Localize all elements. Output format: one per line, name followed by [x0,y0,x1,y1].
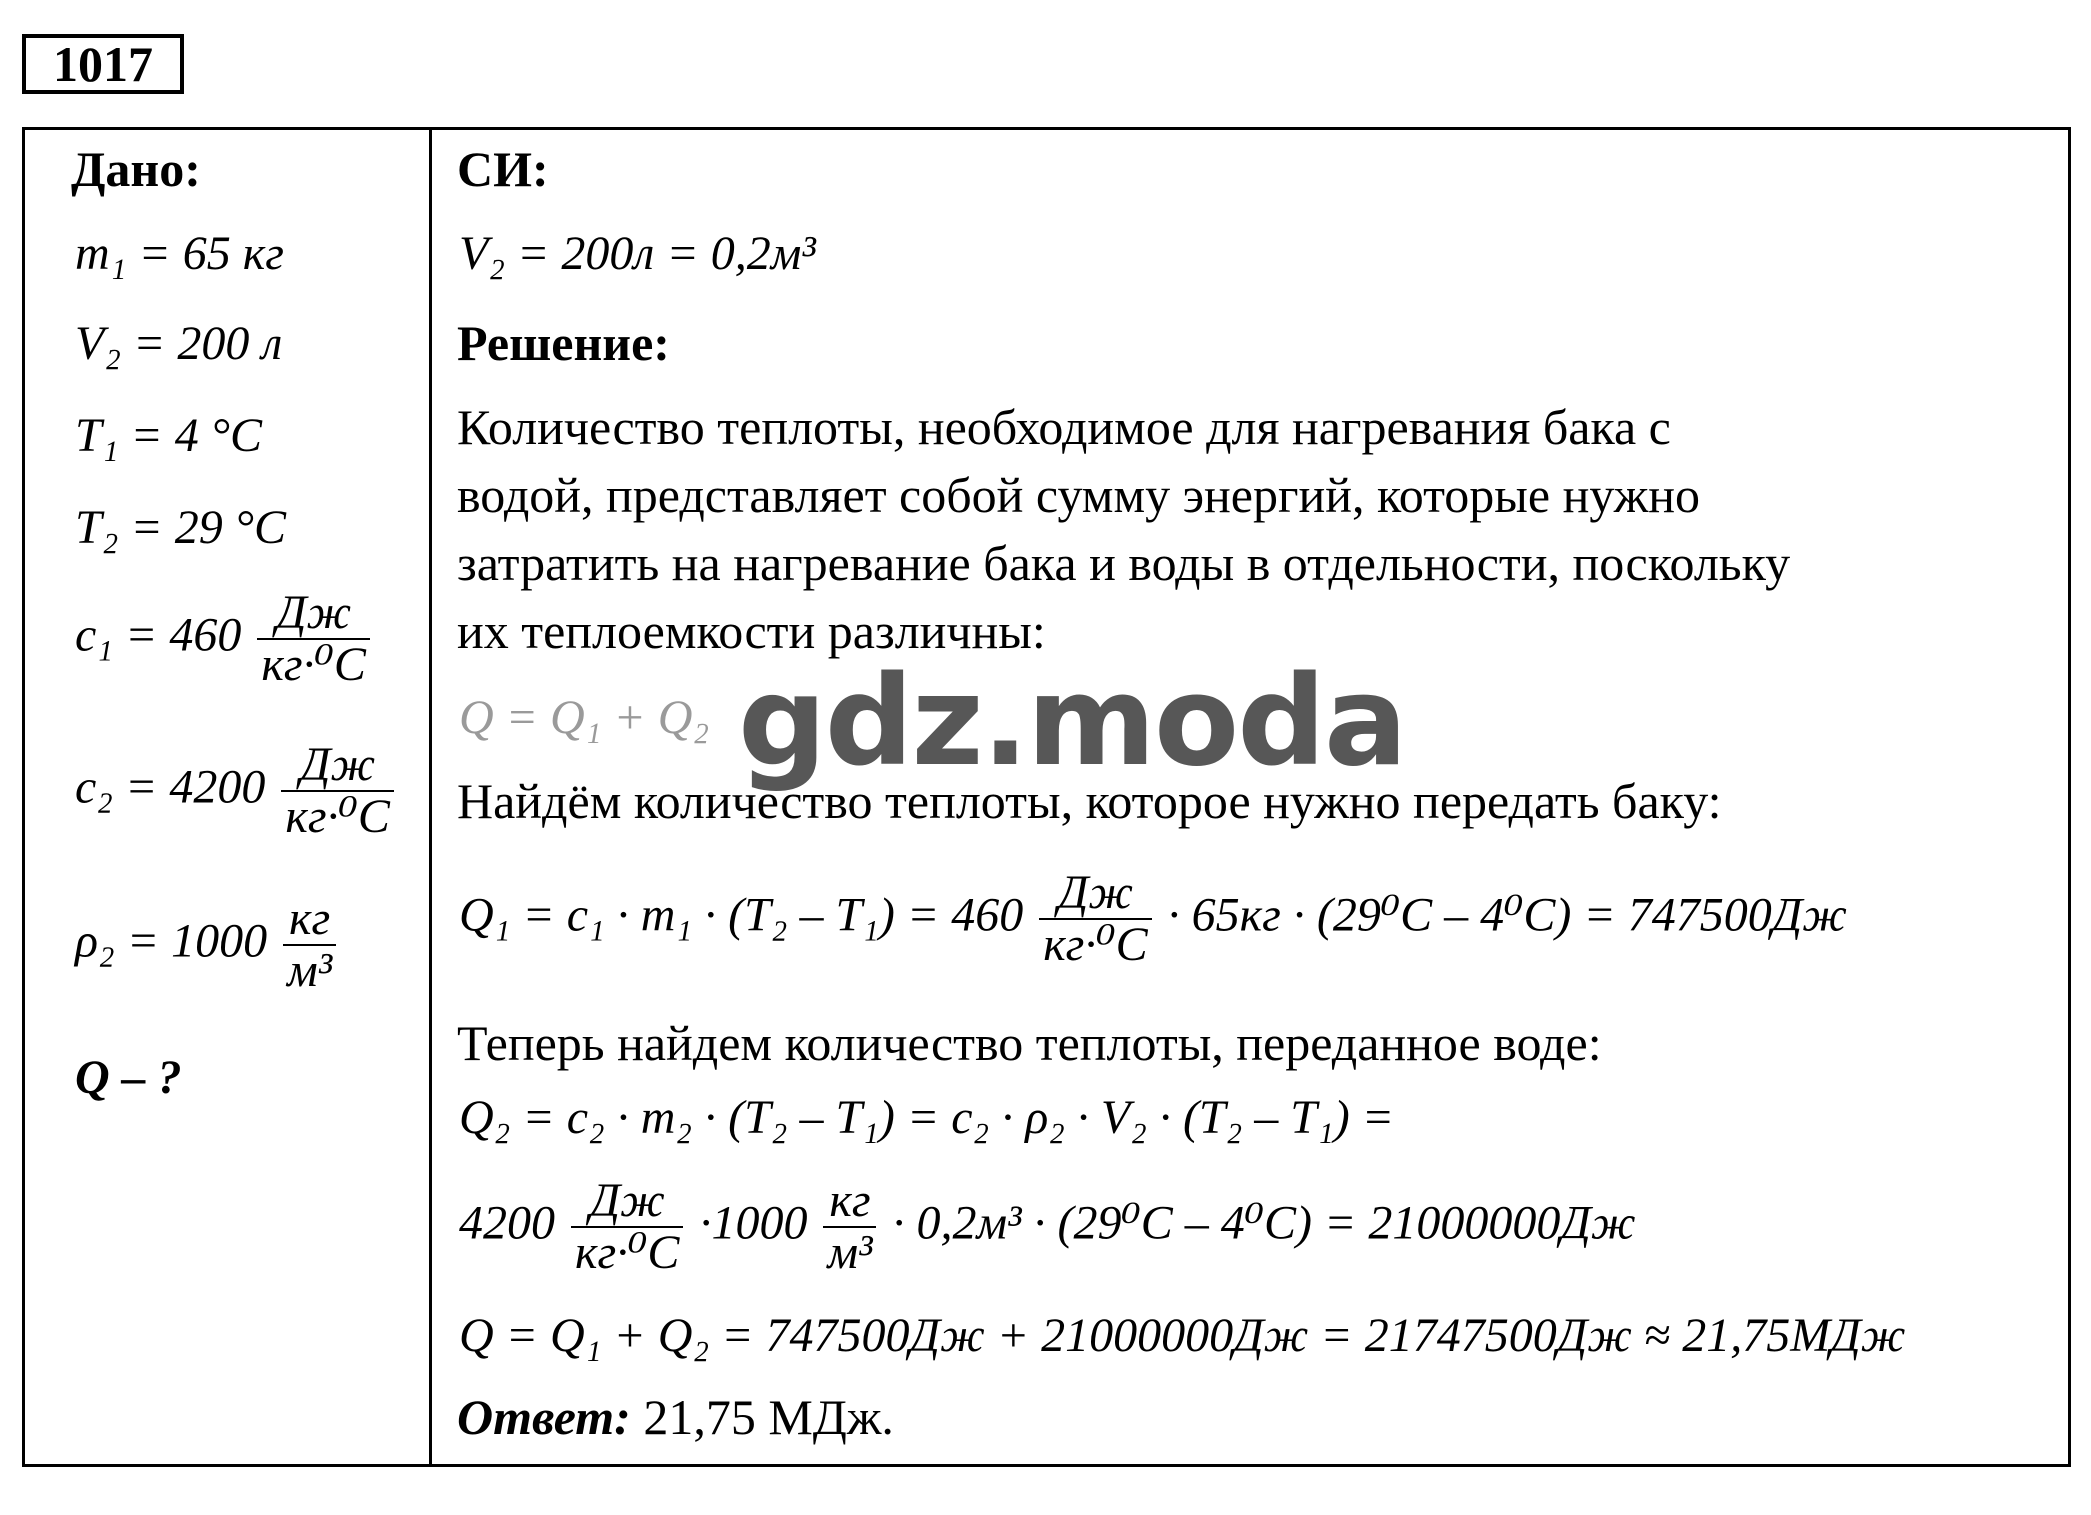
eq-q2-den2: м³ [827,1226,873,1280]
eq-q2-line2 [459,1176,1636,1279]
given-rho [75,894,340,997]
answer-label: Ответ: [457,1389,631,1445]
given-t1: T₁ = 4 °C [75,409,262,462]
given-c1 [75,588,374,691]
eq-q1-unit [1039,868,1151,971]
eq-q1 [459,868,1847,971]
eq-q2-num2: кг [823,1176,876,1228]
solution-text-line-4: их теплоемкости различны: [457,603,1046,659]
given-rho-unit [283,894,336,997]
column-divider [429,130,432,1464]
eq-q1-left: Q₁ = c₁ · m₁ · (T₂ – T₁) = 460 [459,888,1024,942]
eq-q2-line1: Q₂ = c₂ · m₂ · (T₂ – T₁) = c₂ · ρ₂ · V₂ · (T₂ – T₁) = [459,1091,1395,1144]
eq-q2-den1: кг·⁰С [575,1226,680,1280]
answer-value: 21,75 МДж. [643,1389,894,1445]
answer [457,1388,894,1446]
given-rho-prefix: ρ₂ = 1000 [75,914,268,968]
solution-text-line-3: затратить на нагревание бака и воды в отдельности, поскольку [457,535,1791,591]
given-c2 [75,740,398,843]
given-unknown: Q – ? [75,1051,182,1104]
given-c2-prefix: c₂ = 4200 [75,760,266,814]
eq-q2-a: 4200 [459,1196,555,1250]
solution-title: Решение: [457,315,670,371]
given-c2-den: кг·⁰С [285,790,390,844]
eq-q2-unit1 [571,1176,683,1279]
given-v2: V₂ = 200 л [75,317,283,370]
si-title: СИ: [457,141,549,197]
given-rho-num: кг [283,894,336,946]
eq-q1-right: · 65кг · (29⁰С – 4⁰С) = 747500Дж [1167,888,1847,942]
eq-q2-unit2 [823,1176,876,1279]
eq-sum: Q = Q₁ + Q₂ [459,691,710,744]
eq-q2-num1: Дж [571,1176,683,1228]
given-c2-num: Дж [281,740,393,792]
solution-text-line-2: водой, представляет собой сумму энергий, которые нужно [457,467,1700,523]
given-c2-unit [281,740,393,843]
eq-q1-den: кг·⁰С [1043,918,1148,972]
eq-q2-c: · 0,2м³ · (29⁰С – 4⁰С) = 21000000Дж [892,1196,1636,1250]
find-tank-text: Найдём количество теплоты, которое нужно передать баку: [457,773,1722,829]
given-m1: m₁ = 65 кг [75,227,284,280]
solution-text-line-1: Количество теплоты, необходимое для нагревания бака с [457,399,1671,455]
solution-table [22,127,2071,1467]
eq-q1-num: Дж [1039,868,1151,920]
eq-q2-b: ·1000 [699,1196,808,1250]
given-rho-den: м³ [287,944,333,998]
given-t2: T₂ = 29 °C [75,501,286,554]
given-c1-prefix: c₁ = 460 [75,608,242,662]
given-c1-unit [257,588,369,691]
eq-total: Q = Q₁ + Q₂ = 747500Дж + 21000000Дж = 21747500Дж ≈ 21,75МДж [459,1309,1906,1362]
given-title: Дано: [71,141,201,197]
problem-number: 1017 [22,34,184,94]
given-c1-den: кг·⁰С [261,638,366,692]
watermark-logo: gdz.moda [738,650,1406,794]
find-water-text: Теперь найдем количество теплоты, переданное воде: [457,1015,1602,1071]
given-c1-num: Дж [257,588,369,640]
si-v2: V₂ = 200л = 0,2м³ [459,227,816,280]
